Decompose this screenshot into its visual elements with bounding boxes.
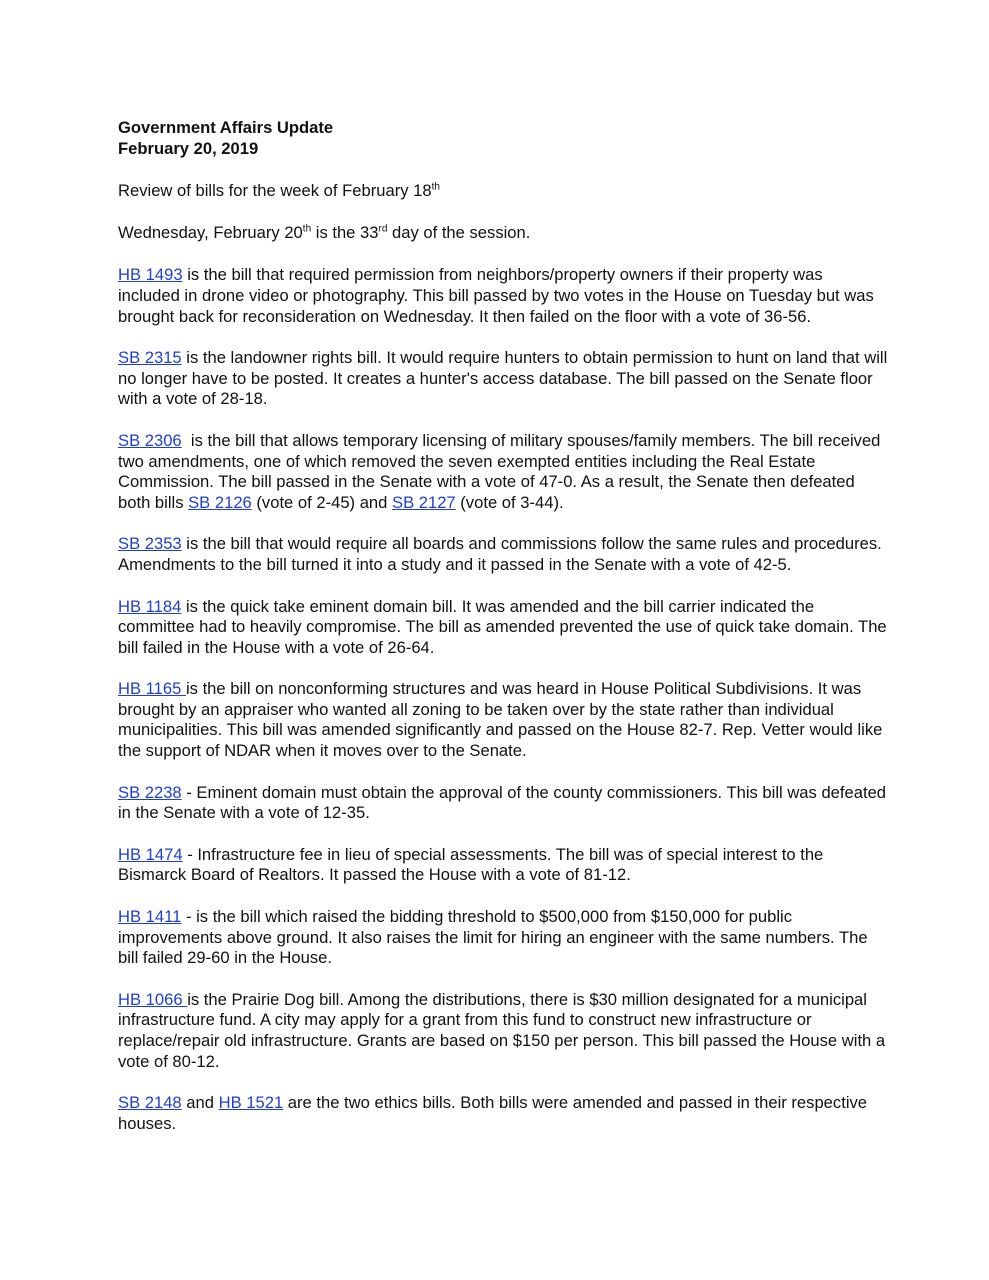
bill-paragraph-sb2353	[118, 534, 888, 575]
bill-paragraph-sb2306	[118, 431, 888, 513]
bill-link-hb1184[interactable]: HB 1184	[118, 596, 182, 616]
bill-link-hb1165[interactable]: HB 1165	[118, 679, 186, 699]
document-page	[118, 118, 888, 1134]
bill-link-hb1521[interactable]: HB 1521	[218, 1093, 284, 1113]
bill-text: - Infrastructure fee in lieu of special assessments. The bill was of special interest to the Bismarck Board of Realtors. It passed the House with a vote of 81-12.	[118, 844, 824, 885]
bill-text: (vote of 2-45) and	[251, 492, 392, 512]
bill-text: is the landowner rights bill. It would require hunters to obtain permission to hunt on land that will no longer have to be posted. It creates a hunter's access database. The bill passed on the Senate floor with a vote of 28-18.	[118, 348, 888, 409]
review-superscript: th	[431, 181, 440, 193]
bill-paragraph-hb1184	[118, 597, 888, 659]
bill-paragraph-sb2315	[118, 348, 888, 410]
document-title: Government Affairs Update	[118, 118, 334, 137]
session-line	[118, 223, 888, 244]
bill-link-sb2126[interactable]: SB 2126	[188, 492, 252, 512]
bill-link-sb2148[interactable]: SB 2148	[118, 1093, 182, 1113]
bill-link-sb2127[interactable]: SB 2127	[392, 492, 456, 512]
bill-text: and	[181, 1093, 219, 1113]
review-text: Review of bills for the week of February 18	[118, 181, 432, 201]
bill-link-sb2353[interactable]: SB 2353	[118, 534, 182, 554]
bill-text: is the bill that required permission from neighbors/property owners if their property was included in drone video or photography. This bill passed by two votes in the House on Tuesday but was brought back for reconsideration on Wednesday. It then failed on the floor with a vote of 36-56.	[118, 265, 874, 326]
bill-link-sb2238[interactable]: SB 2238	[118, 782, 182, 802]
document-date: February 20, 2019	[118, 138, 259, 158]
bill-text: is the quick take eminent domain bill. It was amended and the bill carrier indicated the committee had to heavily compromise. The bill as amended prevented the use of quick take domain. The bill failed in the House with a vote of 26-64.	[118, 596, 887, 657]
bill-link-sb2315[interactable]: SB 2315	[118, 348, 182, 368]
bill-text: - Eminent domain must obtain the approval of the county commissioners. This bill was defeated in the Senate with a vote of 12-35.	[118, 782, 887, 823]
bill-paragraph-hb1474	[118, 845, 888, 886]
bill-text: are the two ethics bills. Both bills were amended and passed in their respective houses.	[118, 1093, 868, 1133]
session-superscript-2: rd	[378, 223, 388, 235]
bill-link-hb1474[interactable]: HB 1474	[118, 844, 183, 864]
session-superscript-1: th	[302, 223, 312, 235]
bill-text: is the bill on nonconforming structures and was heard in House Political Subdivisions. It was brought by an appraiser who wanted all zoning to be taken over by the state rather than individual municipalities. This bill was amended significantly and passed on the House 82-7. Rep. Vetter would like the support of NDAR when it moves over to the Senate.	[118, 679, 883, 761]
bill-text: is the Prairie Dog bill. Among the distributions, there is $30 million designated for a municipal infrastructure fund. A city may apply for a grant from this fund to construct new infrastructure or replace/repair old infrastructure. Grants are based on $150 per person. This bill passed the House with a vote of 80-12.	[118, 989, 886, 1071]
bill-text: is the bill that allows temporary licensing of military spouses/family members. The bill received two amendments, one of which removed the seven exempted entities including the Real Estate Commission. The bill passed in the Senate with a vote of 47-0. As a result, the Senate then defeated both bills	[118, 430, 886, 512]
bill-text: is the bill that would require all boards and commissions follow the same rules and procedures. Amendments to the bill turned it into a study and it passed in the Senate with a vote of 42-5.	[118, 534, 882, 574]
bill-paragraph-hb1165	[118, 679, 888, 761]
bill-paragraph-sb2238	[118, 783, 888, 824]
bill-paragraph-hb1066	[118, 990, 888, 1072]
bill-link-hb1493[interactable]: HB 1493	[118, 265, 183, 285]
bill-link-sb2306[interactable]: SB 2306	[118, 430, 182, 450]
review-line	[118, 181, 888, 202]
bill-paragraph-hb1493	[118, 265, 888, 327]
bill-link-hb1066[interactable]: HB 1066	[118, 989, 188, 1009]
session-text-1: Wednesday, February 20	[118, 222, 303, 242]
bill-link-hb1411[interactable]: HB 1411	[118, 907, 182, 927]
bill-paragraph-hb1411	[118, 907, 888, 969]
bill-text: (vote of 3-44).	[455, 492, 564, 512]
bill-paragraph-ethics	[118, 1093, 888, 1134]
bill-text: - is the bill which raised the bidding threshold to $500,000 from $150,000 for public improvements above ground. It also raises the limit for hiring an engineer with the same numbers. The bill failed 29-60 in the House.	[118, 907, 868, 968]
session-text-2: is the 33	[311, 222, 379, 242]
session-text-3: day of the session.	[387, 222, 531, 242]
